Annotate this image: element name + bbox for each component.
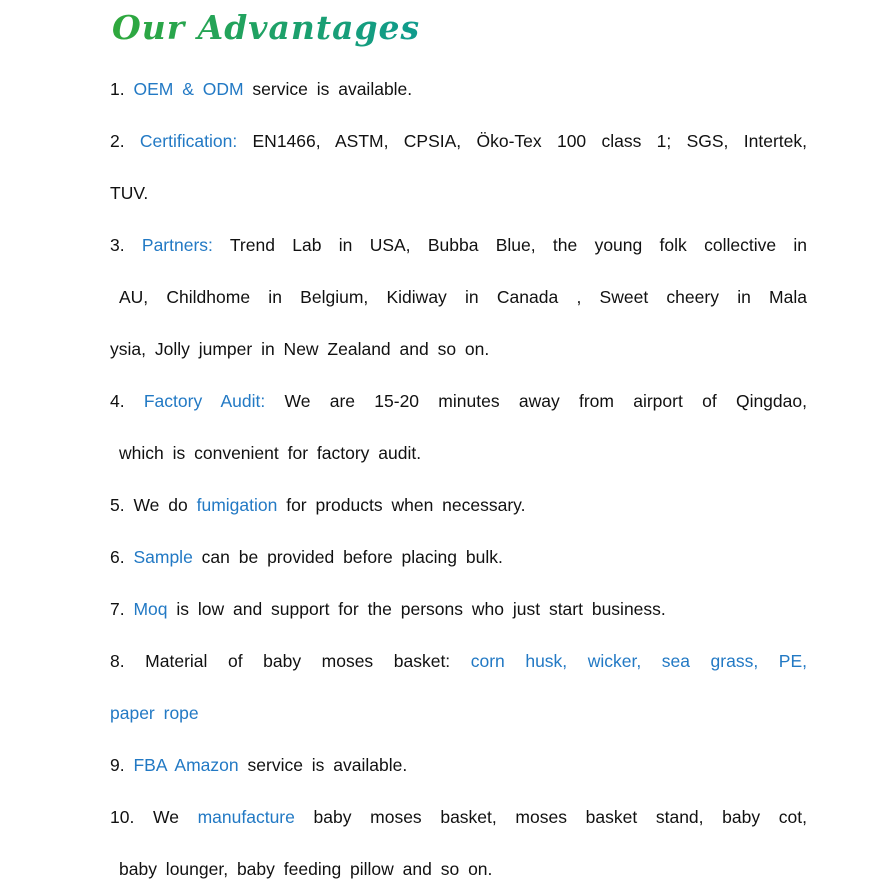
body-text: 6. xyxy=(110,547,134,567)
text-line xyxy=(110,375,807,427)
highlight-text: Partners: xyxy=(141,235,213,255)
text-line xyxy=(110,583,807,635)
text-line xyxy=(110,635,807,687)
highlight-text: Certification: xyxy=(139,131,238,151)
highlight-text: paper rope xyxy=(110,703,199,723)
text-line xyxy=(110,323,807,375)
body-text: 9. xyxy=(110,755,134,775)
body-text: 4. xyxy=(110,391,144,411)
highlight-text: corn husk, wicker, sea grass, PE, xyxy=(470,651,807,671)
highlight-text: Factory Audit: xyxy=(143,391,266,411)
advantage-item xyxy=(110,791,807,895)
body-text: 1. xyxy=(110,79,134,99)
body-text: 2. xyxy=(110,131,140,151)
highlight-text: OEM & ODM xyxy=(133,79,244,99)
body-text: baby moses basket, moses basket stand, baby cot, xyxy=(294,807,807,827)
body-text: 8. Material of baby moses basket: xyxy=(110,651,471,671)
body-text: can be provided before placing bulk. xyxy=(192,547,503,567)
body-text: 10. We xyxy=(110,807,198,827)
text-line xyxy=(110,63,807,115)
body-text: ysia, Jolly jumper in New Zealand and so on. xyxy=(110,339,490,359)
body-text: is low and support for the persons who just start business. xyxy=(167,599,666,619)
body-text: We are 15-20 minutes away from airport of Qingdao, xyxy=(265,391,807,411)
text-line xyxy=(110,739,807,791)
text-line xyxy=(110,479,807,531)
text-line xyxy=(110,531,807,583)
text-line xyxy=(110,167,807,219)
body-text: 3. xyxy=(110,235,142,255)
text-line xyxy=(110,687,807,739)
body-text: TUV. xyxy=(110,183,149,203)
body-text: which is convenient for factory audit. xyxy=(119,443,422,463)
text-line xyxy=(110,843,807,895)
highlight-text: Sample xyxy=(133,547,193,567)
text-line xyxy=(110,115,807,167)
body-text: service is available. xyxy=(238,755,408,775)
advantages-list xyxy=(110,63,807,895)
highlight-text: fumigation xyxy=(196,495,278,515)
body-text: 7. xyxy=(110,599,134,619)
advantage-item xyxy=(110,583,807,635)
text-line xyxy=(110,219,807,271)
highlight-text: FBA Amazon xyxy=(133,755,239,775)
body-text: for products when necessary. xyxy=(277,495,526,515)
text-line xyxy=(110,791,807,843)
body-text: Trend Lab in USA, Bubba Blue, the young folk collective in xyxy=(212,235,807,255)
advantage-item xyxy=(110,115,807,219)
body-text: service is available. xyxy=(243,79,413,99)
advantage-item xyxy=(110,739,807,791)
advantage-item xyxy=(110,219,807,375)
body-text: AU, Childhome in Belgium, Kidiway in Canada , Sweet cheery in Mala xyxy=(119,287,807,307)
advantage-item xyxy=(110,635,807,739)
body-text: EN1466, ASTM, CPSIA, Öko-Tex 100 class 1; SGS, Intertek, xyxy=(237,131,807,151)
body-text: 5. We do xyxy=(110,495,197,515)
highlight-text: manufacture xyxy=(197,807,295,827)
text-line xyxy=(110,427,807,479)
text-line xyxy=(110,271,807,323)
advantage-item xyxy=(110,63,807,115)
advantage-item xyxy=(110,479,807,531)
advantage-item xyxy=(110,531,807,583)
highlight-text: Moq xyxy=(133,599,168,619)
page-title: Our Advantages xyxy=(112,8,421,47)
advantage-item xyxy=(110,375,807,479)
body-text: baby lounger, baby feeding pillow and so on. xyxy=(119,859,493,879)
